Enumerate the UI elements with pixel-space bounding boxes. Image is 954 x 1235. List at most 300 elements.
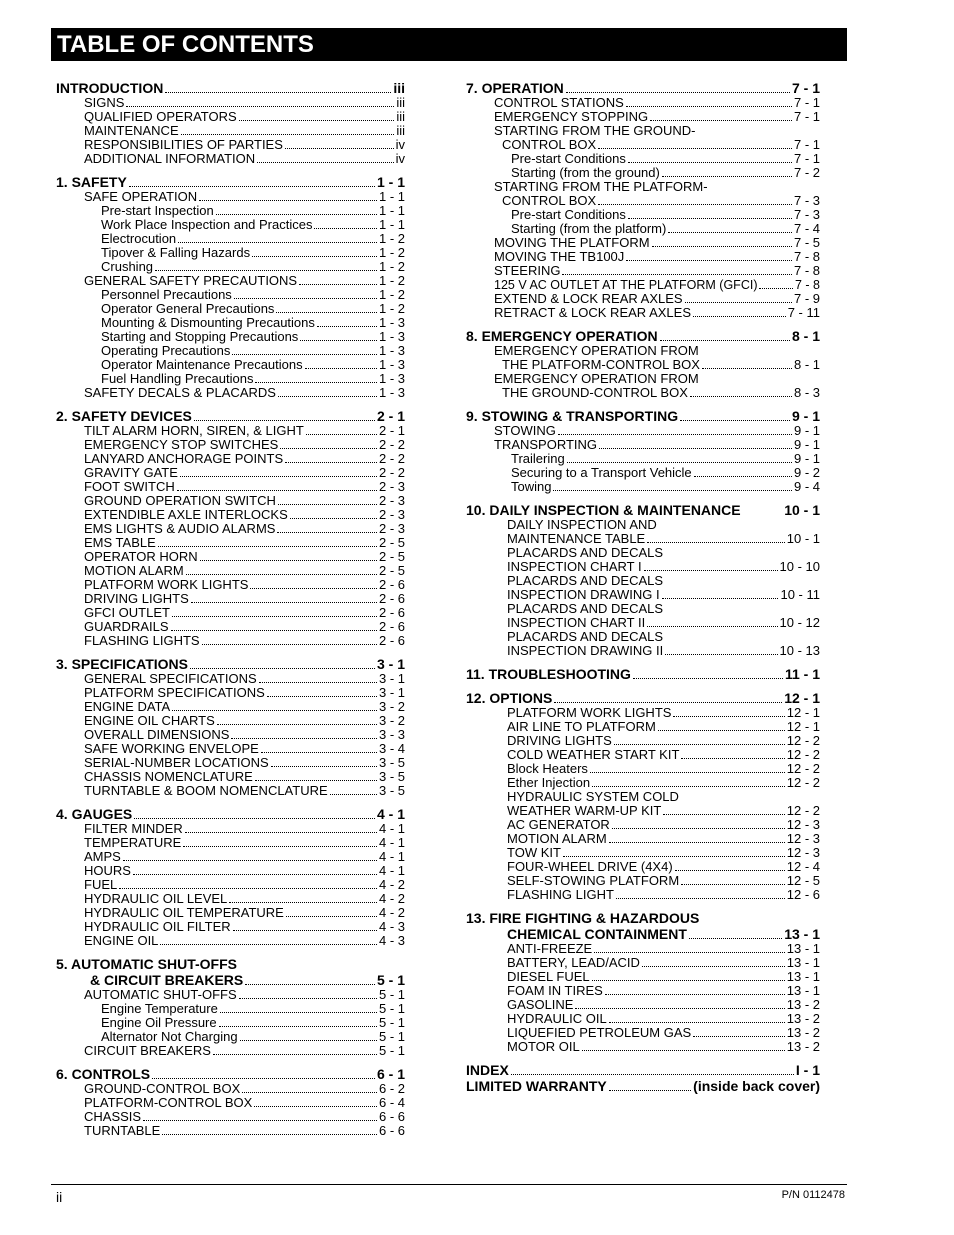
toc-entry[interactable] <box>466 748 820 762</box>
toc-entry[interactable] <box>466 1040 820 1054</box>
toc-entry[interactable] <box>466 194 820 208</box>
toc-entry[interactable] <box>56 606 405 620</box>
toc-entry-label: FOAM IN TIRES <box>507 984 603 998</box>
toc-entry-label: 9. STOWING & TRANSPORTING <box>466 408 679 424</box>
toc-entry[interactable] <box>56 386 405 400</box>
dot-leader <box>642 957 785 967</box>
dot-leader <box>681 875 785 885</box>
toc-section <box>466 666 820 682</box>
toc-entry[interactable] <box>466 970 820 984</box>
toc-entry-page: 12 - 3 <box>786 818 820 832</box>
toc-entry-page: 12 - 3 <box>786 832 820 846</box>
dot-leader <box>271 757 377 767</box>
toc-entry-page: 4 - 2 <box>378 878 405 892</box>
toc-entry-label: TILT ALARM HORN, SIREN, & LIGHT <box>84 424 304 438</box>
toc-entry[interactable] <box>466 222 820 236</box>
toc-entry-label: INSPECTION CHART II <box>507 616 646 630</box>
toc-entry-page: 5 - 1 <box>378 1016 405 1030</box>
toc-entry-page: 7 - 5 <box>793 236 820 250</box>
toc-entry[interactable] <box>56 424 405 438</box>
toc-entry[interactable] <box>466 180 820 194</box>
toc-entry[interactable] <box>56 1044 405 1058</box>
toc-entry[interactable] <box>466 846 820 860</box>
toc-entry[interactable] <box>466 1026 820 1040</box>
toc-entry[interactable] <box>56 246 405 260</box>
toc-section <box>56 656 405 798</box>
dot-leader <box>647 533 785 543</box>
toc-entry[interactable] <box>466 110 820 124</box>
dot-leader <box>658 721 785 731</box>
toc-entry[interactable] <box>56 878 405 892</box>
toc-entry[interactable] <box>56 466 405 480</box>
toc-chapter-entry[interactable] <box>466 666 820 682</box>
part-number: P/N 0112478 <box>781 1189 845 1201</box>
toc-entry-label: Tipover & Falling Hazards <box>101 246 251 260</box>
toc-entry[interactable] <box>466 344 820 358</box>
toc-entry[interactable] <box>56 480 405 494</box>
toc-entry-page: 2 - 6 <box>378 634 405 648</box>
toc-entry[interactable] <box>56 836 405 850</box>
toc-entry-page: 12 - 2 <box>786 748 820 762</box>
toc-entry-page: iii <box>396 96 405 110</box>
toc-entry-label: THE PLATFORM-CONTROL BOX <box>502 358 700 372</box>
toc-entry[interactable] <box>466 630 820 644</box>
toc-entry[interactable] <box>466 818 820 832</box>
toc-entry[interactable] <box>56 620 405 634</box>
toc-entry[interactable] <box>56 316 405 330</box>
toc-entry-label: FUEL <box>84 878 118 892</box>
toc-entry[interactable] <box>56 564 405 578</box>
toc-entry[interactable] <box>56 204 405 218</box>
toc-entry-label: Alternator Not Charging <box>101 1030 238 1044</box>
toc-chapter-entry[interactable] <box>466 926 820 942</box>
dot-leader <box>239 989 377 999</box>
toc-entry[interactable] <box>466 208 820 222</box>
dot-leader <box>554 693 782 703</box>
toc-entry[interactable] <box>56 1016 405 1030</box>
toc-entry[interactable] <box>56 906 405 920</box>
toc-entry-page: iii <box>393 80 405 96</box>
toc-entry-page: 12 - 1 <box>786 720 820 734</box>
toc-entry[interactable] <box>56 96 405 110</box>
toc-entry-page: iv <box>395 152 405 166</box>
toc-section <box>56 1066 405 1138</box>
toc-entry-page: 10 - 11 <box>780 588 820 602</box>
dot-leader <box>685 293 792 303</box>
toc-entry-page: 7 - 4 <box>793 222 820 236</box>
toc-entry-page: 4 - 1 <box>378 822 405 836</box>
toc-entry[interactable] <box>56 452 405 466</box>
toc-entry-page: 7 - 1 <box>793 96 820 110</box>
toc-entry[interactable] <box>466 532 820 546</box>
toc-entry[interactable] <box>466 804 820 818</box>
toc-entry-page: 1 - 1 <box>378 204 405 218</box>
dot-leader <box>314 219 377 229</box>
toc-entry-label: FILTER MINDER <box>84 822 183 836</box>
toc-entry-page: 5 - 1 <box>378 1044 405 1058</box>
toc-entry-label: INTRODUCTION <box>56 80 164 96</box>
toc-entry-label: INSPECTION CHART I <box>507 560 642 574</box>
dot-leader <box>123 851 377 861</box>
dot-leader <box>233 921 377 931</box>
toc-chapter-entry[interactable] <box>56 956 405 972</box>
toc-entry[interactable] <box>466 424 820 438</box>
toc-entry[interactable] <box>466 518 820 532</box>
toc-entry[interactable] <box>466 720 820 734</box>
toc-entry-label: STOWING <box>494 424 556 438</box>
toc-entry[interactable] <box>56 358 405 372</box>
toc-entry[interactable] <box>56 1002 405 1016</box>
toc-chapter-entry[interactable] <box>466 80 820 96</box>
toc-entry-label: 12. OPTIONS <box>466 690 553 706</box>
toc-entry[interactable] <box>56 728 405 742</box>
toc-entry-label: LANYARD ANCHORAGE POINTS <box>84 452 284 466</box>
dot-leader <box>129 177 375 187</box>
toc-entry[interactable] <box>56 372 405 386</box>
toc-entry-label: & CIRCUIT BREAKERS <box>90 972 244 988</box>
toc-entry[interactable] <box>466 452 820 466</box>
toc-entry[interactable] <box>56 274 405 288</box>
toc-entry-label: HYDRAULIC OIL TEMPERATURE <box>84 906 284 920</box>
toc-entry-label: HYDRAULIC OIL LEVEL <box>84 892 228 906</box>
toc-entry-page: 10 - 1 <box>784 502 820 518</box>
toc-entry[interactable] <box>56 344 405 358</box>
toc-entry[interactable] <box>56 508 405 522</box>
toc-entry[interactable] <box>466 706 820 720</box>
dot-leader <box>300 331 377 341</box>
toc-entry-label: ENGINE OIL <box>84 934 159 948</box>
toc-entry[interactable] <box>466 888 820 902</box>
toc-section <box>56 174 405 400</box>
dot-leader <box>566 83 790 93</box>
toc-entry[interactable] <box>56 934 405 948</box>
toc-chapter-entry[interactable] <box>56 806 405 822</box>
toc-entry-label: 3. SPECIFICATIONS <box>56 656 188 672</box>
toc-entry-label: MOVING THE TB100J <box>494 250 625 264</box>
toc-entry-page: (inside back cover) <box>693 1078 820 1094</box>
toc-entry-label: 6. CONTROLS <box>56 1066 151 1082</box>
toc-entry[interactable] <box>466 956 820 970</box>
toc-entry-page: 7 - 1 <box>791 80 820 96</box>
toc-entry-page: 13 - 2 <box>786 1040 820 1054</box>
toc-entry[interactable] <box>466 250 820 264</box>
toc-entry[interactable] <box>466 560 820 574</box>
toc-entry[interactable] <box>56 330 405 344</box>
toc-entry-page: 1 - 3 <box>378 358 405 372</box>
toc-entry-page: 13 - 1 <box>786 942 820 956</box>
toc-entry-label: 7. OPERATION <box>466 80 564 96</box>
toc-entry-page: 2 - 3 <box>378 508 405 522</box>
toc-entry[interactable] <box>466 942 820 956</box>
toc-entry[interactable] <box>466 386 820 400</box>
toc-entry[interactable] <box>56 494 405 508</box>
toc-entry-page: 3 - 1 <box>378 686 405 700</box>
toc-entry[interactable] <box>466 574 820 588</box>
toc-entry-label: Starting (from the ground) <box>511 166 660 180</box>
toc-entry-label: OVERALL DIMENSIONS <box>84 728 230 742</box>
toc-chapter-entry[interactable] <box>56 656 405 672</box>
toc-chapter-entry[interactable] <box>466 910 820 926</box>
toc-entry[interactable] <box>56 232 405 246</box>
toc-left-column <box>56 80 405 1146</box>
toc-entry[interactable] <box>56 110 405 124</box>
toc-chapter-entry[interactable] <box>56 1066 405 1082</box>
toc-chapter-entry[interactable] <box>466 328 820 344</box>
toc-entry-page: 9 - 1 <box>793 452 820 466</box>
toc-entry-page: 7 - 3 <box>793 208 820 222</box>
toc-entry-page: 6 - 6 <box>378 1110 405 1124</box>
toc-entry[interactable] <box>56 124 405 138</box>
toc-entry-page: 13 - 1 <box>786 970 820 984</box>
toc-entry-page: 1 - 3 <box>378 344 405 358</box>
toc-entry-label: CIRCUIT BREAKERS <box>84 1044 211 1058</box>
toc-entry[interactable] <box>56 1096 405 1110</box>
toc-entry-label: GASOLINE <box>507 998 574 1012</box>
toc-entry-page: 2 - 3 <box>378 522 405 536</box>
toc-entry-label: 13. FIRE FIGHTING & HAZARDOUS <box>466 910 700 926</box>
dot-leader <box>267 687 377 697</box>
dot-leader <box>575 999 784 1009</box>
toc-entry[interactable] <box>466 588 820 602</box>
toc-entry[interactable] <box>466 776 820 790</box>
toc-chapter-entry[interactable] <box>56 174 405 190</box>
toc-chapter-entry[interactable] <box>466 690 820 706</box>
toc-entry[interactable] <box>466 278 820 292</box>
toc-entry[interactable] <box>56 1030 405 1044</box>
toc-entry[interactable] <box>466 480 820 494</box>
toc-entry[interactable] <box>56 138 405 152</box>
toc-entry-page: 12 - 6 <box>786 888 820 902</box>
toc-entry-label: Operating Precautions <box>101 344 231 358</box>
toc-entry[interactable] <box>466 152 820 166</box>
toc-entry[interactable] <box>466 998 820 1012</box>
toc-entry[interactable] <box>56 302 405 316</box>
toc-entry-page: 1 - 1 <box>376 174 405 190</box>
toc-entry-label: SELF-STOWING PLATFORM <box>507 874 680 888</box>
toc-entry[interactable] <box>56 1110 405 1124</box>
toc-section <box>466 690 820 902</box>
toc-entry[interactable] <box>56 756 405 770</box>
toc-entry-label: BATTERY, LEAD/ACID <box>507 956 640 970</box>
toc-entry[interactable] <box>56 1082 405 1096</box>
dot-leader <box>702 359 792 369</box>
page-number: ii <box>56 1189 63 1205</box>
dot-leader <box>628 153 792 163</box>
toc-entry[interactable] <box>56 536 405 550</box>
toc-entry[interactable] <box>466 1012 820 1026</box>
toc-entry[interactable] <box>56 864 405 878</box>
toc-entry[interactable] <box>466 138 820 152</box>
dot-leader <box>158 537 377 547</box>
toc-entry[interactable] <box>466 790 820 804</box>
toc-entry-label: Operator Maintenance Precautions <box>101 358 303 372</box>
toc-entry[interactable] <box>56 686 405 700</box>
toc-entry-label: GROUND OPERATION SWITCH <box>84 494 276 508</box>
toc-entry[interactable] <box>56 770 405 784</box>
dot-leader <box>231 729 377 739</box>
toc-entry[interactable] <box>466 874 820 888</box>
dot-leader <box>165 83 391 93</box>
toc-entry[interactable] <box>56 1124 405 1138</box>
toc-entry[interactable] <box>466 546 820 560</box>
toc-entry-label: Mounting & Dismounting Precautions <box>101 316 315 330</box>
toc-entry[interactable] <box>56 260 405 274</box>
toc-entry[interactable] <box>466 860 820 874</box>
toc-entry-label: Pre-start Conditions <box>511 152 626 166</box>
dot-leader <box>614 735 785 745</box>
toc-entry-page: 12 - 1 <box>784 690 820 706</box>
toc-entry-page: 9 - 1 <box>793 424 820 438</box>
toc-entry[interactable] <box>56 784 405 798</box>
toc-entry[interactable] <box>56 714 405 728</box>
toc-entry-page: 2 - 2 <box>378 438 405 452</box>
dot-leader <box>152 1069 375 1079</box>
dot-leader <box>278 387 377 397</box>
toc-chapter-entry[interactable] <box>466 502 820 518</box>
dot-leader <box>563 847 785 857</box>
toc-entry-page: 2 - 5 <box>378 550 405 564</box>
toc-chapter-entry[interactable] <box>56 972 405 988</box>
toc-entry-label: Towing <box>511 480 552 494</box>
toc-entry-label: 2. SAFETY DEVICES <box>56 408 192 424</box>
toc-entry-label: PLATFORM SPECIFICATIONS <box>84 686 265 700</box>
toc-entry-label: ENGINE DATA <box>84 700 171 714</box>
toc-entry[interactable] <box>56 288 405 302</box>
toc-entry[interactable] <box>56 578 405 592</box>
toc-entry-page: 11 - 1 <box>784 666 820 682</box>
dot-leader <box>562 265 792 275</box>
toc-entry[interactable] <box>56 822 405 836</box>
toc-entry-label: 10. DAILY INSPECTION & MAINTENANCE <box>466 502 741 518</box>
toc-entry-label: STARTING FROM THE PLATFORM- <box>494 180 708 194</box>
toc-entry[interactable] <box>56 700 405 714</box>
toc-entry-page: iv <box>395 138 405 152</box>
toc-entry[interactable] <box>466 734 820 748</box>
dot-leader <box>254 1097 377 1107</box>
toc-entry-label: CHEMICAL CONTAINMENT <box>507 926 687 942</box>
toc-entry-page: 1 - 1 <box>378 190 405 204</box>
toc-entry[interactable] <box>56 988 405 1002</box>
toc-entry[interactable] <box>466 306 820 320</box>
toc-entry[interactable] <box>56 522 405 536</box>
toc-entry-page: 7 - 8 <box>793 264 820 278</box>
toc-entry-label: RETRACT & LOCK REAR AXLES <box>494 306 691 320</box>
toc-entry[interactable] <box>56 438 405 452</box>
toc-entry[interactable] <box>466 96 820 110</box>
toc-entry-label: EMERGENCY STOPPING <box>494 110 649 124</box>
dot-leader <box>240 1031 377 1041</box>
toc-entry[interactable] <box>56 550 405 564</box>
toc-entry-label: WEATHER WARM-UP KIT <box>507 804 662 818</box>
toc-entry-label: Crushing <box>101 260 154 274</box>
toc-entry[interactable] <box>466 832 820 846</box>
toc-entry[interactable] <box>56 742 405 756</box>
toc-entry[interactable] <box>466 438 820 452</box>
dot-leader <box>172 607 377 617</box>
toc-entry-page: 1 - 2 <box>378 232 405 246</box>
toc-entry-label: TOW KIT <box>507 846 561 860</box>
toc-entry[interactable] <box>466 984 820 998</box>
toc-entry[interactable] <box>56 634 405 648</box>
toc-entry[interactable] <box>466 166 820 180</box>
toc-entry[interactable] <box>466 466 820 480</box>
toc-entry-label: DAILY INSPECTION AND <box>507 518 657 532</box>
toc-entry-page: 7 - 1 <box>793 110 820 124</box>
toc-entry[interactable] <box>466 264 820 278</box>
toc-entry-label: OPERATOR HORN <box>84 550 198 564</box>
toc-entry[interactable] <box>466 236 820 250</box>
toc-entry-label: ANTI-FREEZE <box>507 942 593 956</box>
toc-entry[interactable] <box>56 218 405 232</box>
toc-entry[interactable] <box>56 672 405 686</box>
toc-entry[interactable] <box>56 190 405 204</box>
toc-entry-page: 13 - 1 <box>784 926 820 942</box>
dot-leader <box>143 1111 377 1121</box>
toc-entry-page: iii <box>396 110 405 124</box>
toc-entry-page: 1 - 1 <box>378 218 405 232</box>
dot-leader <box>652 237 792 247</box>
toc-entry-label: PLATFORM WORK LIGHTS <box>84 578 249 592</box>
toc-entry-label: THE GROUND-CONTROL BOX <box>502 386 688 400</box>
toc-entry-page: 1 - 2 <box>378 302 405 316</box>
toc-entry-page: 7 - 8 <box>793 250 820 264</box>
toc-entry[interactable] <box>56 892 405 906</box>
dot-leader <box>200 551 377 561</box>
toc-entry-page: 2 - 5 <box>378 564 405 578</box>
toc-entry[interactable] <box>466 292 820 306</box>
toc-chapter-entry[interactable] <box>56 408 405 424</box>
toc-entry-label: Trailering <box>511 452 565 466</box>
toc-entry-label: GFCI OUTLET <box>84 606 170 620</box>
dot-leader <box>126 97 394 107</box>
toc-entry-label: Personnel Precautions <box>101 288 232 302</box>
toc-entry-label: EXTENDIBLE AXLE INTERLOCKS <box>84 508 288 522</box>
toc-entry-label: FOOT SWITCH <box>84 480 175 494</box>
toc-entry[interactable] <box>466 644 820 658</box>
dot-leader <box>626 251 792 261</box>
toc-entry-page: iii <box>396 124 405 138</box>
dot-leader <box>689 929 782 939</box>
toc-entry[interactable] <box>56 920 405 934</box>
toc-entry[interactable] <box>466 602 820 616</box>
toc-entry[interactable] <box>466 358 820 372</box>
toc-entry-label: AIR LINE TO PLATFORM <box>507 720 656 734</box>
toc-entry[interactable] <box>466 372 820 386</box>
toc-entry[interactable] <box>466 616 820 630</box>
toc-entry-label: INSPECTION DRAWING II <box>507 644 664 658</box>
toc-entry-label: Pre-start Conditions <box>511 208 626 222</box>
toc-chapter-entry[interactable] <box>56 80 405 96</box>
toc-entry[interactable] <box>56 152 405 166</box>
toc-chapter-entry[interactable] <box>466 1078 820 1094</box>
dot-leader <box>594 943 785 953</box>
dot-leader <box>285 453 377 463</box>
toc-chapter-entry[interactable] <box>466 408 820 424</box>
toc-entry-page: 8 - 3 <box>793 386 820 400</box>
toc-entry-label: SERIAL-NUMBER LOCATIONS <box>84 756 269 770</box>
dot-leader <box>216 205 377 215</box>
toc-entry-label: HYDRAULIC OIL FILTER <box>84 920 231 934</box>
toc-entry[interactable] <box>466 124 820 138</box>
toc-entry-page: 4 - 1 <box>378 864 405 878</box>
toc-entry-label: DIESEL FUEL <box>507 970 590 984</box>
toc-entry[interactable] <box>56 850 405 864</box>
toc-entry-label: Pre-start Inspection <box>101 204 214 218</box>
toc-entry[interactable] <box>56 592 405 606</box>
toc-entry-label: TURNTABLE & BOOM NOMENCLATURE <box>84 784 328 798</box>
toc-entry[interactable] <box>466 762 820 776</box>
toc-chapter-entry[interactable] <box>466 1062 820 1078</box>
